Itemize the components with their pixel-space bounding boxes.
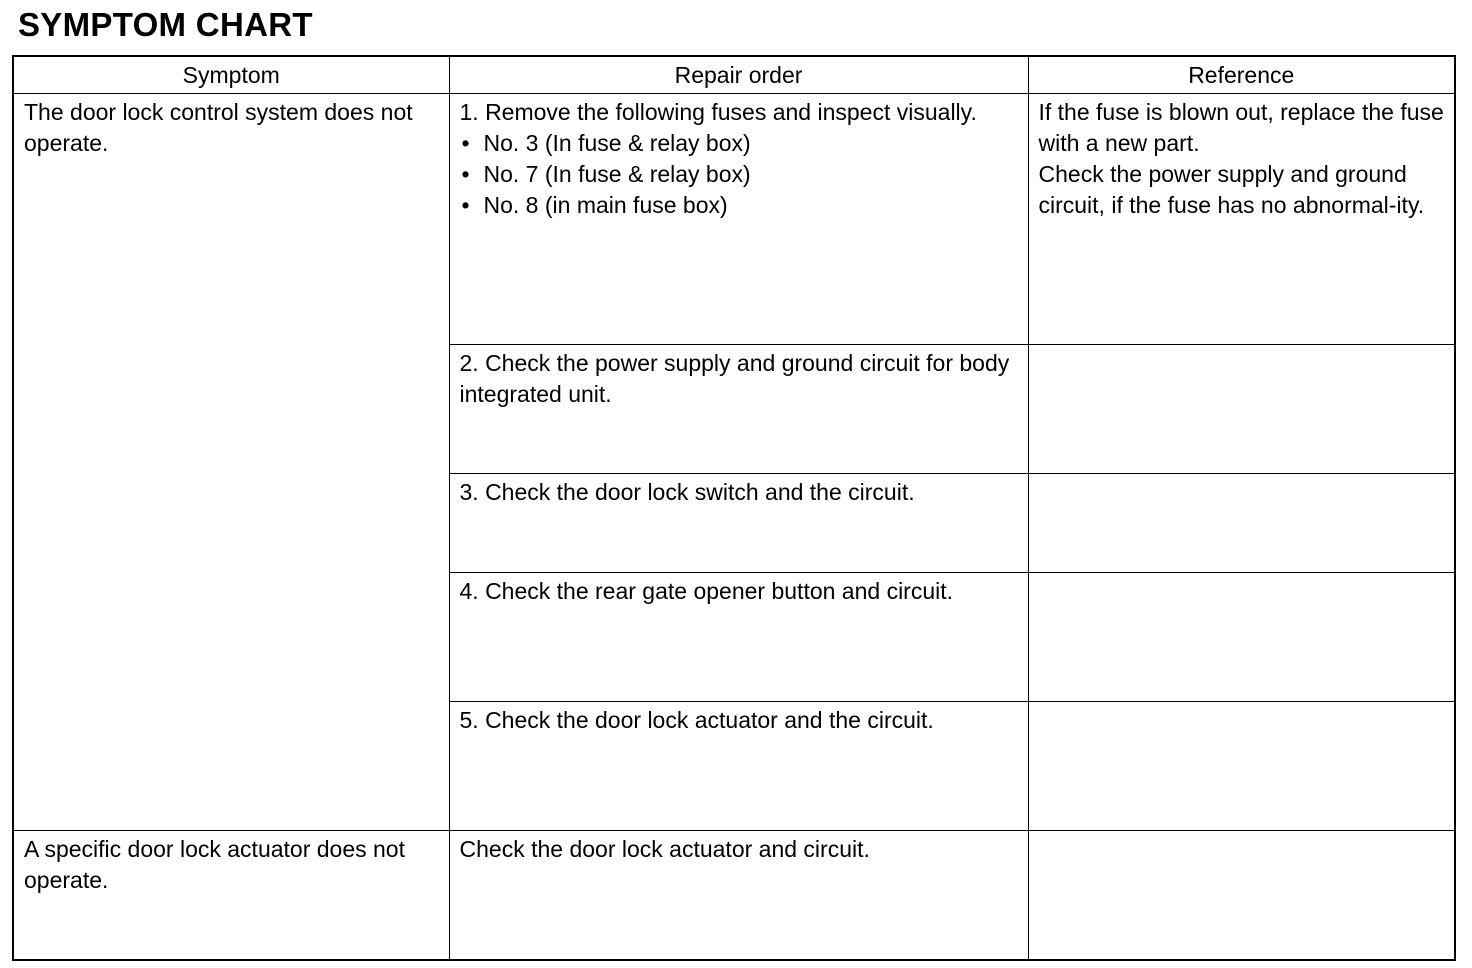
repair-step-cell: [449, 94, 1028, 345]
reference-cell: [1028, 573, 1455, 702]
header-symptom: Symptom: [13, 56, 449, 94]
repair-step-cell: 4. Check the rear gate opener button and circuit.: [449, 573, 1028, 702]
symptom-cell: A specific door lock actuator does not operate.: [13, 831, 449, 960]
symptom-chart-table: [12, 55, 1456, 961]
repair-step-cell: Check the door lock actuator and circuit.: [449, 831, 1028, 960]
repair-step-cell: 2. Check the power supply and ground circuit for body integrated unit.: [449, 345, 1028, 474]
table-row: [13, 94, 1455, 345]
repair-step-text: 1. Remove the following fuses and inspect visually.: [459, 99, 977, 125]
repair-step-cell: 3. Check the door lock switch and the circuit.: [449, 474, 1028, 573]
reference-cell: [1028, 702, 1455, 831]
reference-cell: [1028, 474, 1455, 573]
reference-cell: [1028, 345, 1455, 474]
reference-cell: [1028, 831, 1455, 960]
fuse-list-item: • No. 3 (In fuse & relay box): [460, 128, 1018, 159]
page-title: SYMPTOM CHART: [18, 6, 313, 43]
fuse-list-item: • No. 8 (in main fuse box): [460, 190, 1018, 221]
fuse-list-item: • No. 7 (In fuse & relay box): [460, 159, 1018, 190]
header-row: [13, 56, 1455, 94]
header-reference: Reference: [1028, 56, 1455, 94]
symptom-cell: The door lock control system does not operate.: [13, 94, 449, 831]
reference-cell: [1028, 94, 1455, 345]
fuse-list: [460, 128, 1018, 221]
reference-text: Check the power supply and ground circuit, if the fuse has no abnormal-ity.: [1038, 161, 1425, 218]
header-repair-order: Repair order: [449, 56, 1028, 94]
reference-text: If the fuse is blown out, replace the fuse with a new part.: [1038, 99, 1444, 156]
table-row: [13, 831, 1455, 960]
repair-step-cell: 5. Check the door lock actuator and the circuit.: [449, 702, 1028, 831]
